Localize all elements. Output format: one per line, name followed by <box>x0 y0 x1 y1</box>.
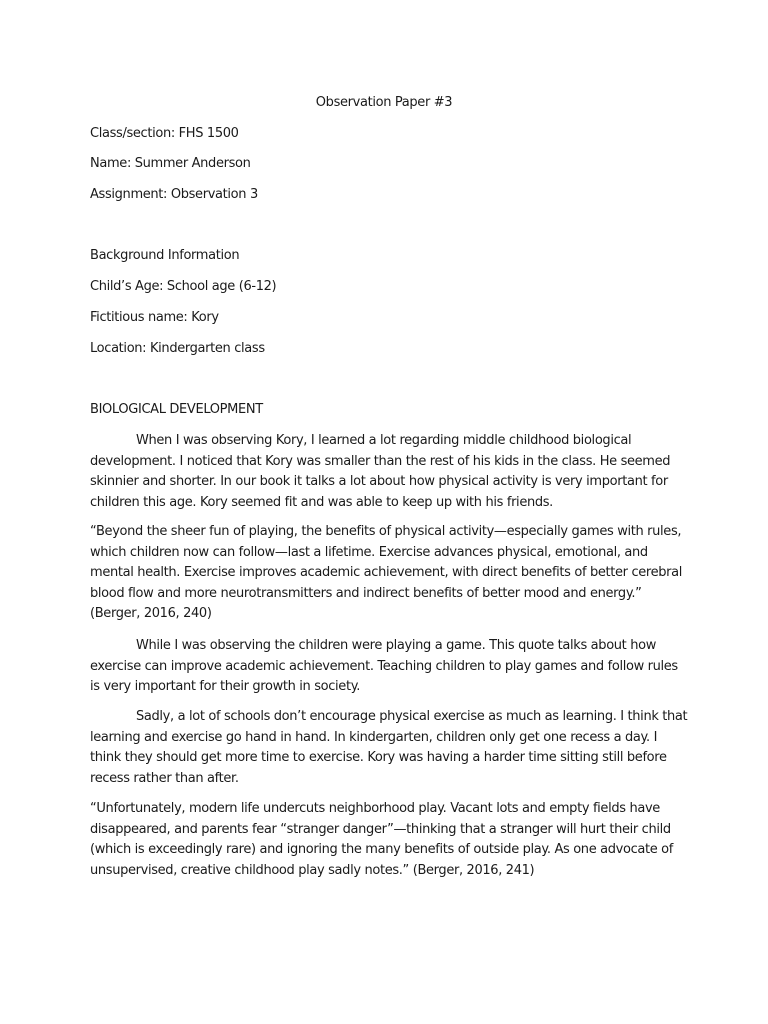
paragraph-line: think they should get more time to exercise. Kory was having a harder time sitting still before <box>90 750 667 766</box>
fictitious-name-line: Fictitious name: Kory <box>90 310 219 325</box>
paragraph-2 <box>90 636 682 698</box>
paragraph-line: skinnier and shorter. In our book it talks a lot about how physical activity is very important for <box>90 474 668 490</box>
quote-paragraph-2 <box>90 799 682 881</box>
paragraph-line: mental health. Exercise improves academic achievement, with direct benefits of better cerebral <box>90 565 683 581</box>
background-heading: Background Information <box>90 248 240 263</box>
paragraph-1 <box>90 431 682 513</box>
student-name-line: Name: Summer Anderson <box>90 156 251 171</box>
quote-paragraph-1 <box>90 522 682 625</box>
paragraph-line: exercise can improve academic achievement. Teaching children to play games and follow rules <box>90 658 678 674</box>
paragraph-line: blood flow and more neurotransmitters and indirect benefits of better mood and energy.” <box>90 585 642 601</box>
paragraph-line: which children now can follow—last a lifetime. Exercise advances physical, emotional, and <box>90 544 648 560</box>
paragraph-line: While I was observing the children were playing a game. This quote talks about how <box>136 638 656 653</box>
document-title: Observation Paper #3 <box>315 95 453 110</box>
section-heading: BIOLOGICAL DEVELOPMENT <box>90 402 263 417</box>
paragraph-line: unsupervised, creative childhood play sadly notes.” (Berger, 2016, 241) <box>90 862 535 878</box>
paragraph-line: is very important for their growth in society. <box>90 679 360 695</box>
paragraph-line: “Beyond the sheer fun of playing, the benefits of physical activity—especially games with rules, <box>90 524 682 539</box>
paragraph-3 <box>90 707 688 789</box>
paragraph-line: recess rather than after. <box>90 770 239 786</box>
class-section-line: Class/section: FHS 1500 <box>90 126 239 141</box>
location-line: Location: Kindergarten class <box>90 341 265 356</box>
paragraph-line: children this age. Kory seemed fit and was able to keep up with his friends. <box>90 494 553 510</box>
assignment-line: Assignment: Observation 3 <box>90 187 258 202</box>
paragraph-line: development. I noticed that Kory was smaller than the rest of his kids in the class. He seemed <box>90 453 671 469</box>
paragraph-line: When I was observing Kory, I learned a lot regarding middle childhood biological <box>136 433 632 448</box>
paragraph-line: disappeared, and parents fear “stranger danger”—thinking that a stranger will hurt their child <box>90 821 671 837</box>
paragraph-line: (Berger, 2016, 240) <box>90 606 212 622</box>
paragraph-line: learning and exercise go hand in hand. In kindergarten, children only get one recess a day. I <box>90 729 658 745</box>
paragraph-line: (which is exceedingly rare) and ignoring the many benefits of outside play. As one advocate of <box>90 842 674 858</box>
paragraph-line: “Unfortunately, modern life undercuts neighborhood play. Vacant lots and empty fields have <box>90 801 660 816</box>
child-age-line: Child’s Age: School age (6-12) <box>90 279 277 294</box>
paragraph-line: Sadly, a lot of schools don’t encourage physical exercise as much as learning. I think that <box>136 709 688 724</box>
